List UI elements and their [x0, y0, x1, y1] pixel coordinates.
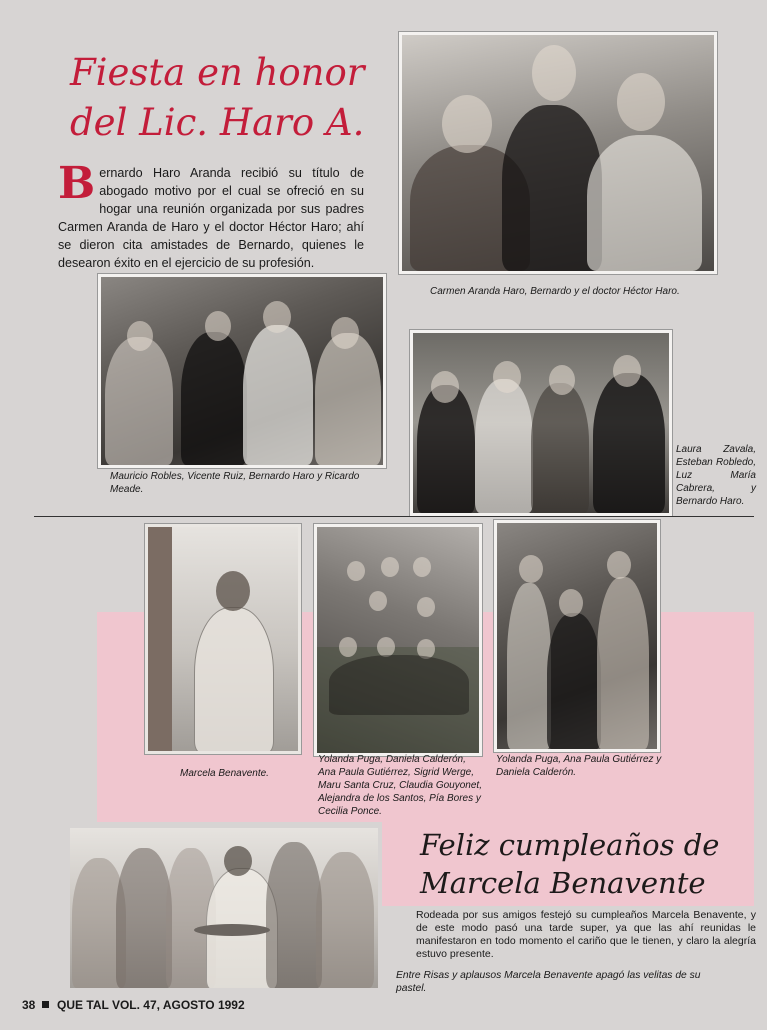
article1-title-line1: Fiesta en honor	[70, 51, 365, 94]
article2-title-line2: Marcela Benavente	[420, 866, 706, 900]
article1-title	[70, 48, 390, 148]
article2-body: Rodeada por sus amigos festejó su cumpleaños Marcela Benavente, y de este modo pasó una tarde super, ya que las ahí reunidas le manifestaron en todo momento el cariño que le tienen, y claro la alegría estuvo presente.	[416, 909, 756, 960]
page-number: 38	[22, 998, 36, 1012]
photo-cake	[70, 828, 378, 988]
article1-body	[58, 158, 364, 272]
photo-three-girls	[494, 520, 660, 752]
caption-sofa-group: Laura Zavala, Esteban Robledo, Luz María Cabrera, y Bernardo Haro.	[676, 444, 756, 507]
article2-title	[420, 826, 750, 902]
photo-sofa-group	[410, 330, 672, 516]
caption-cake: Entre Risas y aplausos Marcela Benavente apagó las velitas de su pastel.	[396, 970, 701, 994]
caption-friends: Mauricio Robles, Vicente Ruiz, Bernardo Haro y Ricardo Meade.	[110, 471, 360, 495]
footer	[22, 998, 422, 1012]
caption-girls-group: Yolanda Puga, Daniela Calderón, Ana Paula Gutiérrez, Sigrid Werge, Maru Santa Cruz, Claudia Gouyonet, Alejandra de los Santos, Pía Bores y Cecilia Ponce.	[318, 754, 482, 817]
photo-haro-family	[399, 32, 717, 274]
caption-marcela: Marcela Benavente.	[180, 768, 269, 779]
article1-body-text: ernardo Haro Aranda recibió su título de abogado motivo por el cual se ofreció en su hogar una reunión organizada por sus padres Carmen Aranda de Haro y el doctor Héctor Haro; ahí se dieron cita amistades de Bernardo, quienes le desearon éxito en el ejercicio de su profesión.	[58, 166, 364, 270]
photo-girls-group	[314, 524, 482, 756]
footer-square	[42, 1001, 49, 1008]
article1-dropcap: B	[58, 158, 96, 209]
photo-marcela	[145, 524, 301, 754]
article1-title-line2: del Lic. Haro A.	[70, 101, 365, 144]
article2-title-line1: Feliz cumpleaños de	[420, 828, 720, 862]
section-divider	[34, 516, 754, 517]
photo-friends	[98, 274, 386, 468]
caption-three-girls: Yolanda Puga, Ana Paula Gutiérrez y Daniela Calderón.	[496, 754, 662, 778]
magazine-issue: QUE TAL VOL. 47, AGOSTO 1992	[57, 998, 245, 1012]
caption-haro-family: Carmen Aranda Haro, Bernardo y el doctor Héctor Haro.	[430, 286, 680, 297]
